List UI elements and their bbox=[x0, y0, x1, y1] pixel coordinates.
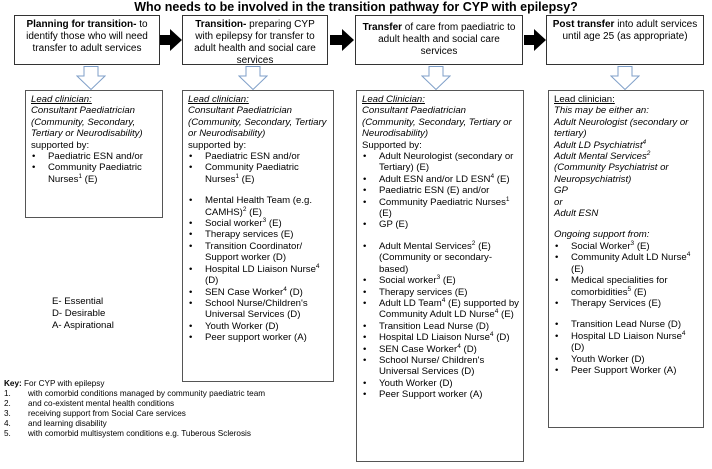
key-legend bbox=[4, 379, 344, 440]
clinician-option: Adult Mental Services$^2$ bbox=[554, 149, 651, 163]
support-list bbox=[362, 151, 519, 401]
list-item: • Adult LD Team$^4$ (E) supported by Community Adult LD Nurse$^4$ (E) bbox=[362, 298, 519, 321]
list-item: • Hospital LD Liaison Nurse$^4$ (D) bbox=[554, 331, 699, 354]
list-item: • Social worker$^3$ (E) bbox=[188, 218, 329, 229]
down-arrow-icon bbox=[238, 66, 268, 90]
list-item: • Medical specialities for comorbidities$^5$ (E) bbox=[554, 275, 699, 298]
stage-post-transfer bbox=[546, 15, 704, 65]
key-item: 3. receiving support from Social Care services bbox=[4, 409, 186, 419]
stage-post-transfer-text: into adult services until age 25 (as appropriate) bbox=[562, 19, 698, 42]
list-item: • Peer Support worker (A) bbox=[362, 389, 519, 400]
key-item: 1. with comorbid conditions managed by community paediatric team bbox=[4, 389, 266, 399]
support-list bbox=[31, 151, 158, 185]
list-item: • Community Paediatric Nurses$^1$ (E) bbox=[362, 197, 519, 220]
supported-label: supported by: bbox=[188, 139, 247, 151]
levels-legend bbox=[52, 296, 114, 332]
list-item: • Community Adult LD Nurse$^4$ (E) bbox=[554, 252, 699, 275]
list-item: • Paediatric ESN and/or bbox=[188, 151, 329, 162]
lead-clinician: Consultant Paediatrician (Community, Secondary, Tertiary or Neurodisability) bbox=[31, 105, 143, 140]
box-transfer bbox=[356, 90, 524, 462]
list-item: • Youth Worker (D) bbox=[362, 378, 519, 389]
list-item: • Paediatric ESN and/or bbox=[31, 151, 158, 162]
list-item: • Peer Support Worker (A) bbox=[554, 365, 699, 376]
key-item: 4. and learning disability bbox=[4, 419, 107, 429]
list-item: • Community Paediatric Nurses$^1$ (E) bbox=[31, 162, 158, 185]
list-item: • Mental Health Team (e.g. CAMHS)$^2$ (E) bbox=[188, 195, 329, 218]
list-item: • Youth Worker (D) bbox=[188, 321, 329, 332]
list-item: • Social worker$^3$ (E) bbox=[362, 275, 519, 286]
box-transition bbox=[182, 90, 334, 382]
stage-transfer-text: of care from paediatric to adult health and social care services bbox=[378, 22, 516, 57]
list-item: • Hospital LD Liaison Nurse$^4$ (D) bbox=[188, 264, 329, 287]
stage-planning-text: to identify those who will need transfer to adult services bbox=[26, 19, 148, 54]
list-item: • SEN Case Worker$^4$ (D) bbox=[188, 287, 329, 298]
stage-transfer bbox=[355, 15, 523, 65]
list-item: • Therapy Services (E) bbox=[554, 298, 699, 309]
clinician-option: Adult LD Psychiatrist$^4$ bbox=[554, 138, 647, 151]
page-title: Who needs to be involved in the transition pathway for CYP with epilepsy? bbox=[134, 0, 578, 14]
key-item: 2. and co-existent mental health conditions bbox=[4, 399, 175, 409]
stage-planning bbox=[14, 15, 160, 65]
list-item: • Therapy services (E) bbox=[188, 229, 329, 240]
clinician-option-detail: (Community Psychiatrist or Neuropsychiatrist) bbox=[554, 162, 669, 185]
lead-label: Lead Clinician: bbox=[362, 94, 425, 105]
lead-label: Lead clinician: bbox=[31, 94, 92, 105]
list-item: • Transition Lead Nurse (D) bbox=[554, 319, 699, 330]
list-item: • Transition Coordinator/ Support worker (D) bbox=[188, 241, 329, 264]
level-desirable: D- Desirable bbox=[52, 308, 106, 319]
list-item: • SEN Case Worker$^4$ (D) bbox=[362, 344, 519, 355]
down-arrow-icon bbox=[610, 66, 640, 90]
key-item: 5. with comorbid multisystem conditions e.g. Tuberous Sclerosis bbox=[4, 429, 251, 439]
list-item: • School Nurse/Children's Universal Services (D) bbox=[188, 298, 329, 321]
right-arrow-icon bbox=[160, 29, 182, 51]
support-list bbox=[554, 241, 699, 376]
down-arrow-icon bbox=[76, 66, 106, 90]
list-item: • GP (E) bbox=[362, 219, 519, 230]
supported-label: supported by: bbox=[31, 139, 90, 151]
list-item: • Youth Worker (D) bbox=[554, 354, 699, 365]
list-item: • Transition Lead Nurse (D) bbox=[362, 321, 519, 332]
supported-label: Supported by: bbox=[362, 139, 422, 151]
may-text: This may be either an: bbox=[554, 105, 649, 117]
list-item: • Hospital LD Liaison Nurse$^4$ (D) bbox=[362, 332, 519, 343]
lead-clinician: Consultant Paediatrician (Community, Secondary, Tertiary or Neurodisability) bbox=[188, 105, 327, 140]
stage-transition-text: preparing CYP with epilepsy for transfer to adult health and social care services bbox=[194, 19, 316, 66]
stage-transition bbox=[182, 15, 328, 65]
right-arrow-icon bbox=[330, 29, 354, 51]
right-arrow-icon bbox=[524, 29, 546, 51]
level-essential: E- Essential bbox=[52, 296, 104, 307]
stage-planning-bold: Planning for transition- bbox=[26, 19, 137, 30]
clinician-option: Adult ESN bbox=[554, 208, 599, 220]
clinician-option: Adult Neurologist (secondary or tertiary) bbox=[554, 116, 689, 140]
lead-label: Lead clinician: bbox=[188, 94, 249, 105]
stage-post-transfer-bold: Post transfer bbox=[552, 19, 615, 30]
list-item: • Adult ESN and/or LD ESN$^4$ (E) bbox=[362, 174, 519, 185]
ongoing-label: Ongoing support from: bbox=[554, 229, 650, 241]
lead-clinician: Consultant Paediatrician (Community, Secondary, Tertiary or Neurodisability) bbox=[362, 105, 512, 140]
list-item: • Peer support worker (A) bbox=[188, 332, 329, 343]
down-arrow-icon bbox=[421, 66, 451, 90]
level-aspirational: A- Aspirational bbox=[52, 320, 114, 331]
or-text: or bbox=[554, 196, 563, 208]
list-item: • Community Paediatric Nurses$^1$ (E) bbox=[188, 162, 329, 185]
list-item: • School Nurse/ Children's Universal Services (D) bbox=[362, 355, 519, 378]
key-heading: Key: For CYP with epilepsy bbox=[4, 379, 105, 388]
stage-transfer-bold: Transfer bbox=[362, 22, 403, 33]
clinician-option: GP bbox=[554, 185, 568, 197]
list-item: • Social Worker$^3$ (E) bbox=[554, 241, 699, 252]
list-item: • Adult Neurologist (secondary or Tertiary) (E) bbox=[362, 151, 519, 174]
box-planning bbox=[25, 90, 163, 218]
lead-label: Lead clinician: bbox=[554, 94, 615, 105]
stage-transition-bold: Transition- bbox=[195, 19, 247, 30]
list-item: • Therapy services (E) bbox=[362, 287, 519, 298]
list-item: • Paediatric ESN (E) and/or bbox=[362, 185, 519, 196]
support-list bbox=[188, 151, 329, 344]
box-post-transfer bbox=[548, 90, 704, 428]
list-item: • Adult Mental Services$^2$ (E) (Community or secondary-based) bbox=[362, 241, 519, 275]
